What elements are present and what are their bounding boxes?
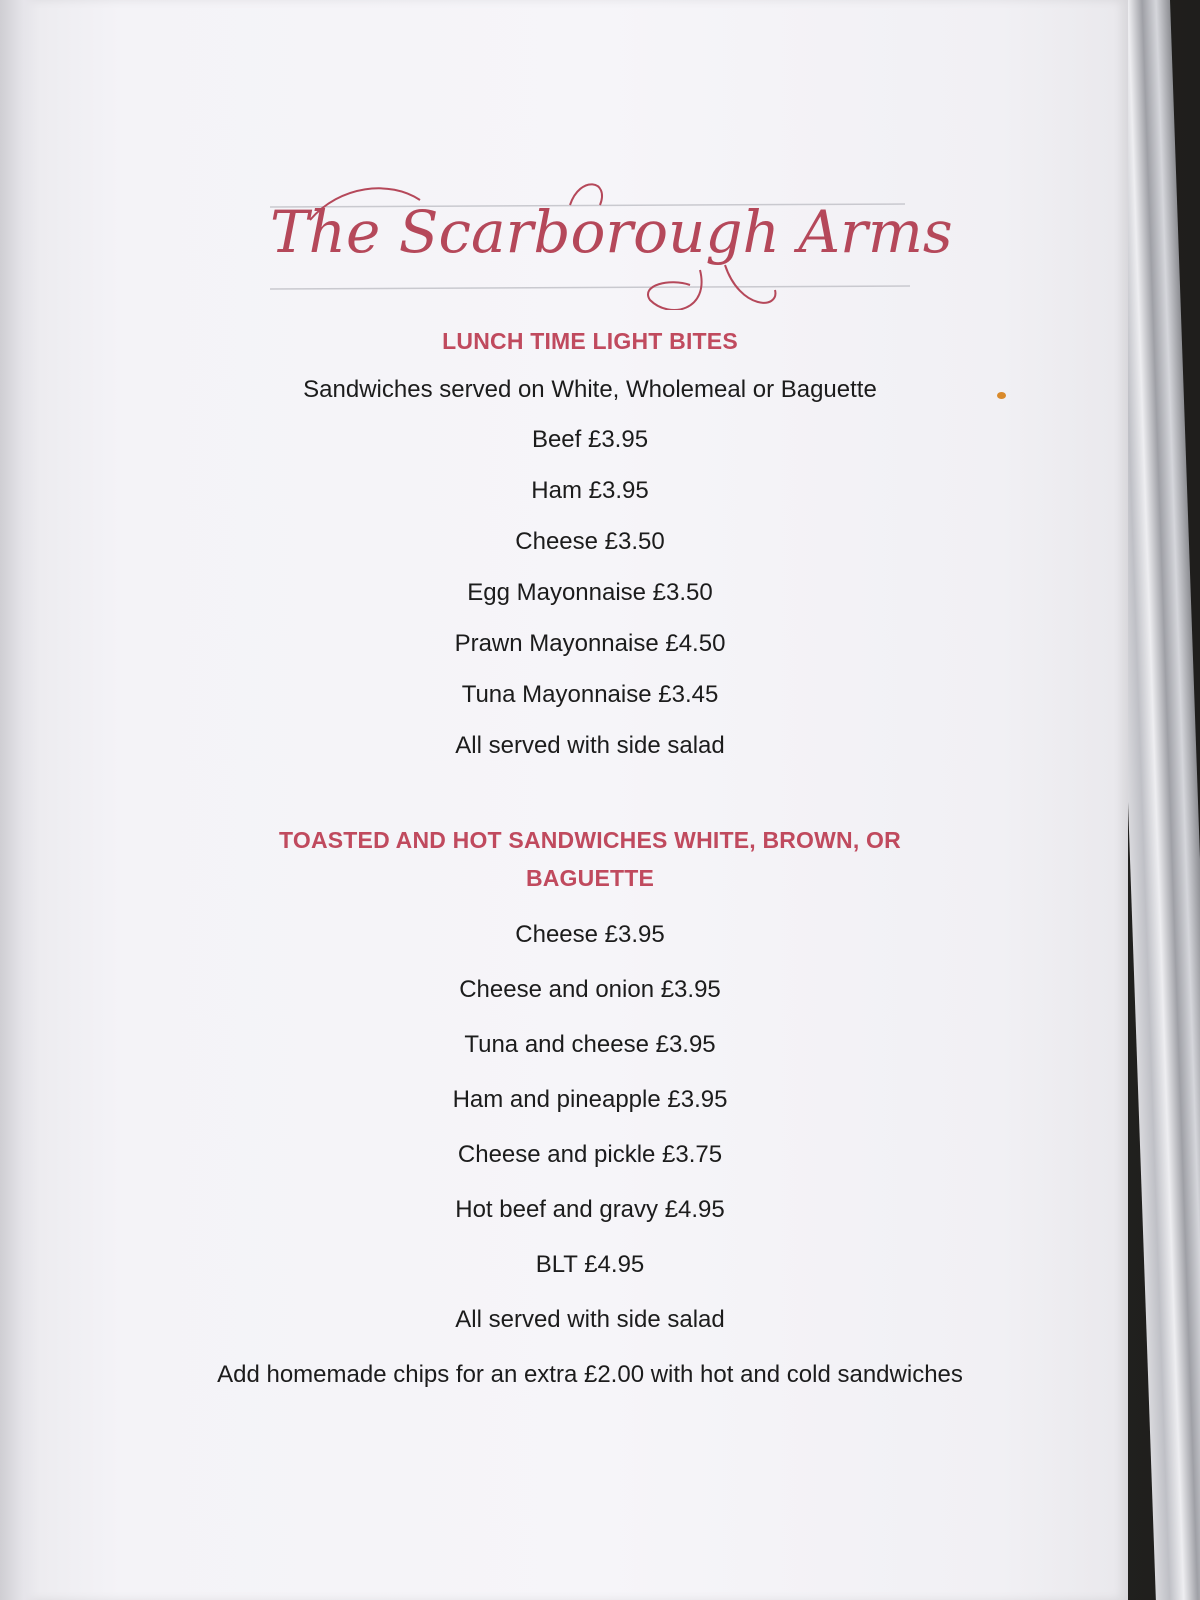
heading-line-2: BAGUETTE	[525, 865, 655, 891]
page-fold-shadow	[0, 0, 40, 1600]
list-item: Cheese £3.95	[515, 921, 665, 948]
list-item: Tuna and cheese £3.95	[464, 1031, 716, 1058]
logo-text: The Scarborough Arms	[270, 198, 953, 266]
section-heading-toasted	[100, 821, 1080, 897]
list-item: Prawn Mayonnaise £4.50	[454, 630, 726, 657]
list-item: Ham and pineapple £3.95	[452, 1086, 728, 1113]
toasted-list	[100, 907, 1080, 1292]
side-salad-note: All served with side salad	[455, 1306, 725, 1333]
list-item: Tuna Mayonnaise £3.45	[461, 681, 719, 708]
side-salad-note: All served with side salad	[455, 732, 725, 759]
heading-line-1: TOASTED AND HOT SANDWICHES WHITE, BROWN, OR	[279, 827, 901, 853]
list-item: Cheese and pickle £3.75	[457, 1141, 723, 1168]
bread-options-text: Sandwiches served on White, Wholemeal or Baguette	[303, 376, 877, 403]
list-item: Ham £3.95	[531, 477, 649, 504]
list-item: Beef £3.95	[531, 426, 649, 453]
menu-content	[100, 160, 1080, 1402]
restaurant-logo	[270, 160, 953, 310]
section-heading-light-bites: LUNCH TIME LIGHT BITES	[442, 328, 738, 354]
list-item: Egg Mayonnaise £3.50	[467, 579, 713, 606]
list-item: BLT £4.95	[535, 1251, 645, 1278]
light-bites-list	[100, 414, 1080, 720]
chips-addon-note: Add homemade chips for an extra £2.00 with hot and cold sandwiches	[217, 1361, 963, 1388]
list-item: Cheese £3.50	[515, 528, 665, 555]
list-item: Cheese and onion £3.95	[459, 976, 721, 1003]
list-item: Hot beef and gravy £4.95	[455, 1196, 725, 1223]
